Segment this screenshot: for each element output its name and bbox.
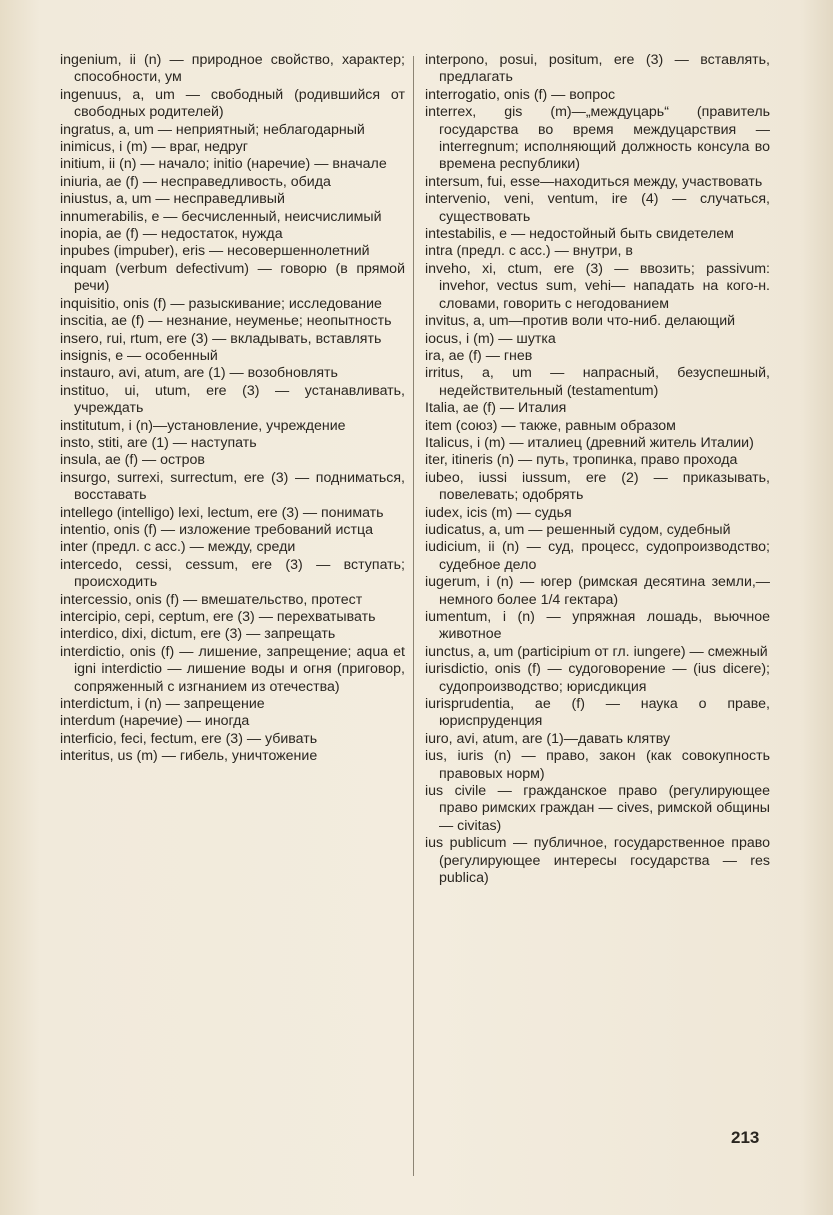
left-column <box>60 52 405 766</box>
dictionary-entry: institutum, i (n)—установление, учреждение <box>60 417 346 434</box>
dictionary-entry: insula, ae (f) — остров <box>60 452 205 469</box>
dictionary-entry: iumentum, i (n) — упряжная лошадь, вьючное животное <box>425 609 770 643</box>
dictionary-entry: ius civile — гражданское право (регулирующее право римских граждан — cives, римской общины — civitas) <box>425 783 770 834</box>
dictionary-entry: ingratus, a, um — неприятный; неблагодарный <box>60 121 365 138</box>
dictionary-entry: iudicatus, a, um — решенный судом, судебный <box>425 521 731 538</box>
dictionary-entry: iter, itineris (n) — путь, тропинка, право прохода <box>425 452 738 469</box>
dictionary-entry: interitus, us (m) — гибель, уничтожение <box>60 748 318 765</box>
dictionary-entry: intersum, fui, esse—находиться между, участвовать <box>425 173 763 190</box>
dictionary-entry: inter (предл. с acc.) — между, среди <box>60 539 296 556</box>
dictionary-entry: inpubes (impuber), eris — несовершеннолетний <box>60 243 370 260</box>
dictionary-entry: interpono, posui, positum, ere (3) — вставлять, предлагать <box>425 52 770 86</box>
dictionary-entry: interrex, gis (m)—„междуцарь“ (правитель государства во время междуцарствия — interregnum; исполняющий должность консула во времена республики) <box>425 104 770 173</box>
dictionary-entry: iudex, icis (m) — судья <box>425 504 572 521</box>
right-column <box>425 52 770 888</box>
dictionary-entry: insto, stiti, are (1) — наступать <box>60 434 257 451</box>
dictionary-entry: inveho, xi, ctum, ere (3) — ввозить; passivum: invehor, vectus sum, vehi— нападать на кого-н. словами, говорить с негодованием <box>425 260 770 312</box>
dictionary-entry: initium, ii (n) — начало; initio (наречие) — вначале <box>60 156 387 173</box>
dictionary-entry: inquisitio, onis (f) — разыскивание; исследование <box>60 295 382 312</box>
dictionary-entry: instituo, ui, utum, ere (3) — устанавливать, учреждать <box>60 382 405 417</box>
dictionary-entry: intestabilis, e — недостойный быть свидетелем <box>425 226 734 243</box>
dictionary-entry: item (союз) — также, равным образом <box>425 417 676 434</box>
dictionary-entry: interdum (наречие) — иногда <box>60 713 250 730</box>
dictionary-entry: iniuria, ae (f) — несправедливость, обида <box>60 173 331 190</box>
dictionary-entry: ius, iuris (n) — право, закон (как совокупность правовых норм) <box>425 748 770 782</box>
column-divider <box>413 56 414 1176</box>
dictionary-entry: iurisdictio, onis (f) — судоговорение — (ius dicere); судопроизводство; юрисдикция <box>425 661 770 695</box>
dictionary-entry: iurisprudentia, ae (f) — наука о праве, юриспруденция <box>425 696 770 730</box>
dictionary-entry: instauro, avi, atum, are (1) — возобновлять <box>60 365 338 382</box>
dictionary-entry: innumerabilis, e — бесчисленный, неисчислимый <box>60 208 382 225</box>
dictionary-entry: Italia, ae (f) — Италия <box>425 400 567 417</box>
dictionary-entry: inopia, ae (f) — недостаток, нужда <box>60 226 283 243</box>
dictionary-entry: Italicus, i (m) — италиец (древний житель Италии) <box>425 434 754 451</box>
dictionary-entry: inscitia, ae (f) — незнание, неуменье; неопытность <box>60 313 392 330</box>
dictionary-entry: intentio, onis (f) — изложение требований истца <box>60 521 374 538</box>
page-number: 213 <box>731 1128 760 1147</box>
dictionary-entry: intercipio, cepi, ceptum, ere (3) — перехватывать <box>60 609 376 625</box>
dictionary-entry: inimicus, i (m) — враг, недруг <box>60 139 248 156</box>
dictionary-entry: irritus, a, um — напрасный, безуспешный, недействительный (testamentum) <box>425 365 770 399</box>
dictionary-entry: iudicium, ii (n) — суд, процесс, судопроизводство; судебное дело <box>425 539 770 573</box>
dictionary-entry: insurgo, surrexi, surrectum, ere (3) — подниматься, восставать <box>60 469 405 504</box>
dictionary-entry: interdictio, onis (f) — лишение, запрещение; aqua et igni interdictio — лишение воды и огня (приговор, сопряженный с изгнанием из отечества) <box>60 643 405 695</box>
dictionary-entry: ingenium, ii (n) — природное свойство, характер; способности, ум <box>60 52 405 86</box>
dictionary-entry: interdictum, i (n) — запрещение <box>60 696 265 713</box>
dictionary-entry: intercedo, cessi, cessum, ere (3) — вступать; происходить <box>60 556 405 591</box>
dictionary-entry: inquam (verbum defectivum) — говорю (в прямой речи) <box>60 260 405 295</box>
dictionary-entry: iugerum, i (n) — югер (римская десятина земли,— немного более 1/4 гектара) <box>425 574 770 608</box>
dictionary-entry: iunctus, a, um (participium от гл. iungere) — смежный <box>425 643 768 660</box>
dictionary-entry: invitus, a, um—против воли что-ниб. делающий <box>425 313 736 330</box>
dictionary-entry: intra (предл. с acc.) — внутри, в <box>425 243 633 260</box>
dictionary-entry: interrogatio, onis (f) — вопрос <box>425 86 616 103</box>
dictionary-entry: intellego (intelligo) lexi, lectum, ere (3) — понимать <box>60 504 384 521</box>
dictionary-entry: ius publicum — публичное, государственное право (регулирующее интересы государства — res publica) <box>425 835 770 887</box>
dictionary-entry: iniustus, a, um — несправедливый <box>60 191 285 208</box>
dictionary-entry: intercessio, onis (f) — вмешательство, протест <box>60 591 363 608</box>
dictionary-entry: insero, rui, rtum, ere (3) — вкладывать, вставлять <box>60 330 382 347</box>
dictionary-entry: ingenuus, a, um — свободный (родившийся от свободных родителей) <box>60 86 405 121</box>
dictionary-entry: iocus, i (m) — шутка <box>425 330 556 347</box>
dictionary-entry: interficio, feci, fectum, ere (3) — убивать <box>60 730 318 747</box>
dictionary-entry: iuro, avi, atum, are (1)—давать клятву <box>425 730 671 747</box>
dictionary-entry: ira, ae (f) — гнев <box>425 347 533 364</box>
dictionary-entry: intervenio, veni, ventum, ire (4) — случаться, существовать <box>425 191 770 225</box>
dictionary-entry: interdico, dixi, dictum, ere (3) — запрещать <box>60 626 336 643</box>
dictionary-entry: insignis, e — особенный <box>60 347 218 364</box>
dictionary-entry: iubeo, iussi iussum, ere (2) — приказывать, повелевать; одобрять <box>425 469 770 504</box>
